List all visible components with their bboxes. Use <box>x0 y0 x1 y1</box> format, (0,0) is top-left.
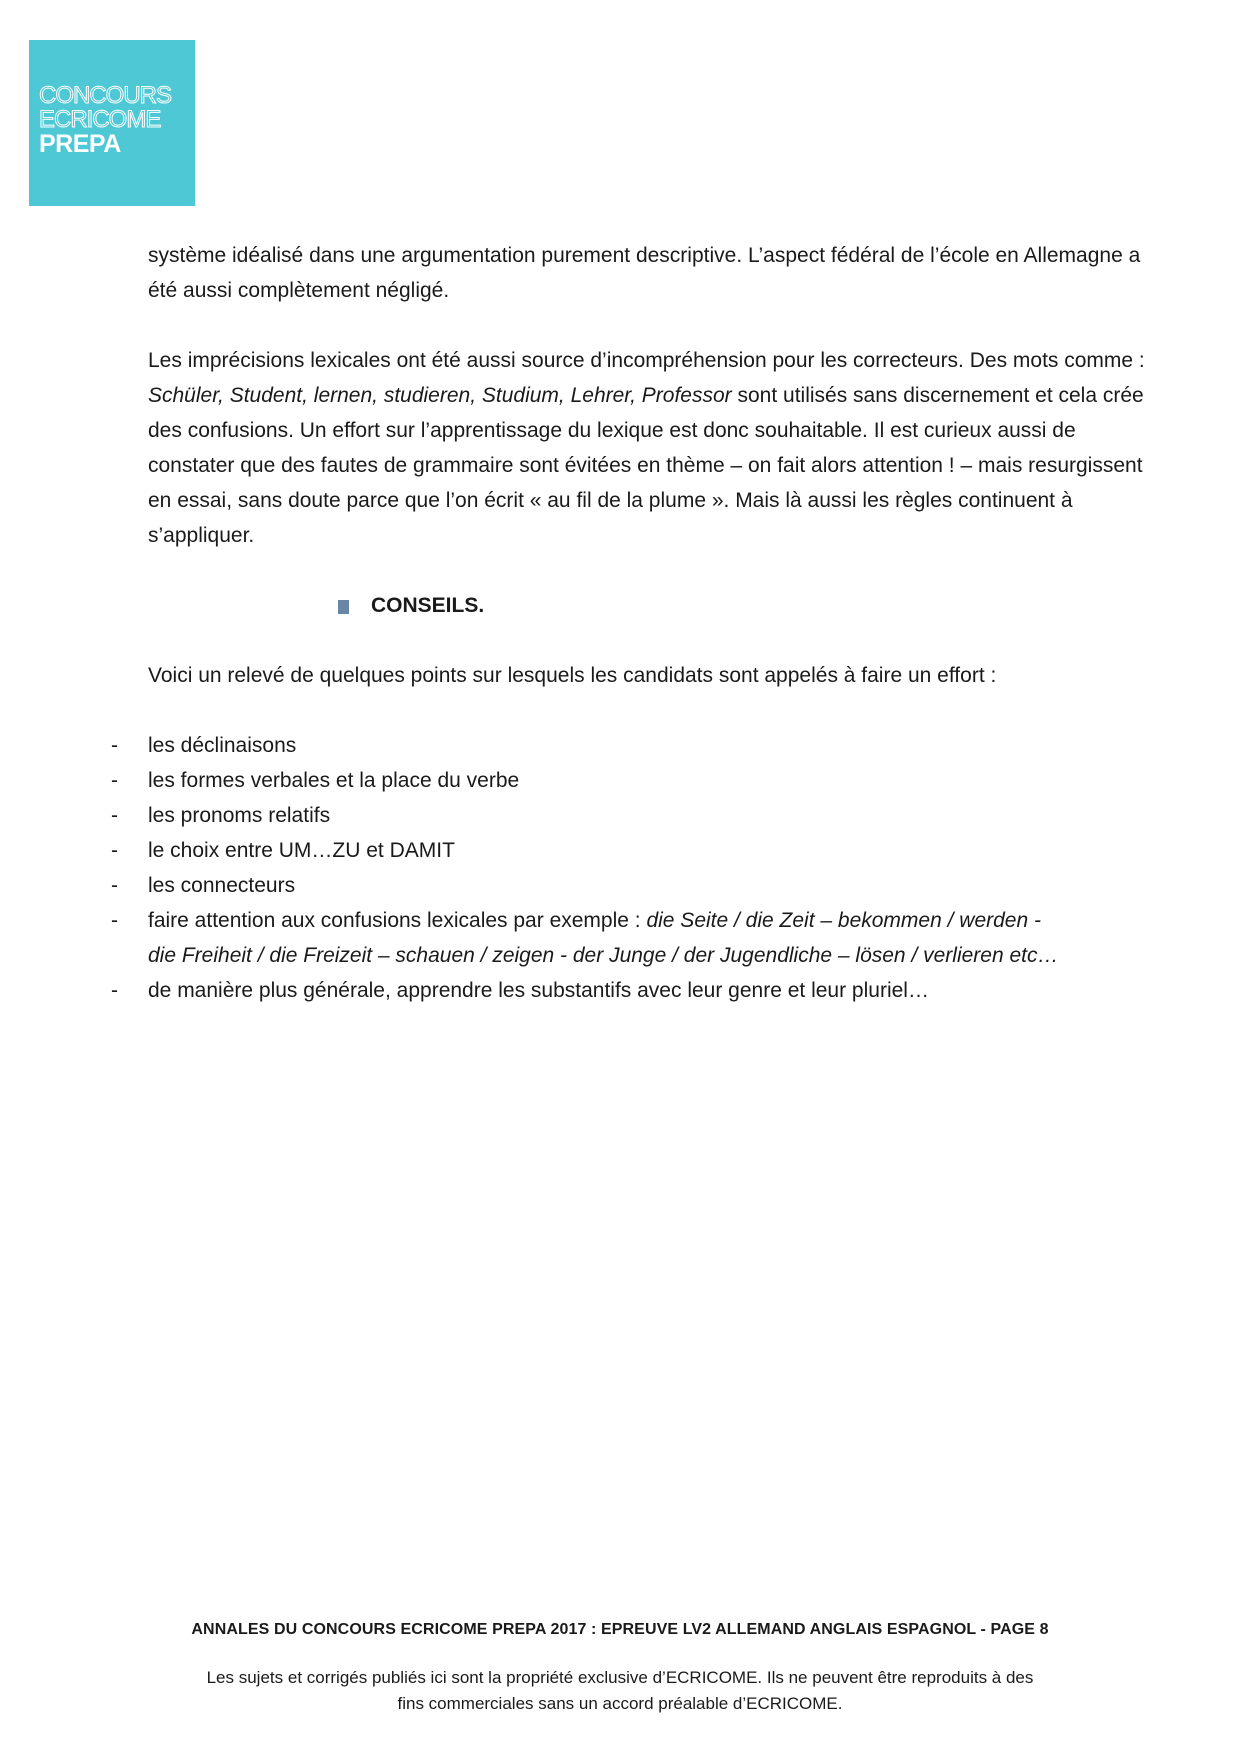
list-item-examples-1: die Seite / die Zeit – bekommen / werden - <box>646 909 1041 932</box>
paragraph-2-start: Les imprécisions lexicales ont été aussi source d’incompréhension pour les correcteurs. Des mots comme : <box>148 349 1145 372</box>
list-item-text: le choix entre UM…ZU et DAMIT <box>148 839 455 862</box>
dash-marker: - <box>111 734 118 757</box>
dash-marker: - <box>111 909 118 932</box>
list-item-text: les formes verbales et la place du verbe <box>148 769 520 792</box>
footer-note-line-1: Les sujets et corrigés publiés ici sont la propriété exclusive d’ECRICOME. Ils ne peuvent être reproduits à des <box>206 1668 1034 1687</box>
logo-line-prepa: PREPA <box>39 130 121 158</box>
list-item-text: les déclinaisons <box>148 734 297 757</box>
list-item <box>111 973 1160 1008</box>
advice-list <box>111 728 1160 1008</box>
logo-line-ecricome: ECRICOME <box>39 106 161 133</box>
ecricome-logo <box>29 40 195 206</box>
main-content <box>111 238 1160 1008</box>
footer-copyright-note <box>0 1665 1240 1717</box>
dash-marker: - <box>111 804 118 827</box>
dash-marker: - <box>111 979 118 1002</box>
section-heading-text: CONSEILS. <box>371 594 485 617</box>
list-item <box>111 728 1160 763</box>
list-item-examples-2: die Freiheit / die Freizeit – schauen / zeigen - der Junge / der Jugendliche – lösen / verlieren etc… <box>148 944 1059 967</box>
section-heading <box>148 588 1160 623</box>
list-item <box>111 868 1160 903</box>
list-item-text: de manière plus générale, apprendre les substantifs avec leur genre et leur pluriel… <box>148 979 929 1002</box>
list-item-text: les pronoms relatifs <box>148 804 331 827</box>
footer-note-line-2: fins commerciales sans un accord préalable d’ECRICOME. <box>397 1694 843 1713</box>
dash-marker: - <box>111 839 118 862</box>
paragraph-2 <box>148 343 1160 553</box>
paragraph-2-end: sont utilisés sans discernement et cela crée des confusions. Un effort sur l’apprentissage du lexique est donc souhaitable. Il est curieux aussi de constater que des fautes de grammaire sont évitées en thème – on fait alors attention ! – mais resurgissent en essai, sans doute parce que l’on écrit « au fil de la plume ». Mais là aussi les règles continuent à s’appliquer. <box>148 384 1144 547</box>
list-item <box>111 798 1160 833</box>
list-item-text: faire attention aux confusions lexicales par exemple : <box>148 909 647 932</box>
square-bullet-icon <box>338 600 349 614</box>
dash-marker: - <box>111 769 118 792</box>
list-item <box>111 903 1160 973</box>
intro-text: Voici un relevé de quelques points sur lesquels les candidats sont appelés à faire un effort : <box>148 664 997 687</box>
list-item <box>111 763 1160 798</box>
paragraph-2-word-list: Schüler, Student, lernen, studieren, Studium, Lehrer, Professor <box>148 384 732 407</box>
logo-line-concours: CONCOURS <box>39 82 172 109</box>
footer-title: ANNALES DU CONCOURS ECRICOME PREPA 2017 : EPREUVE LV2 ALLEMAND ANGLAIS ESPAGNOL - PAGE 8 <box>191 1621 1049 1638</box>
list-item-text: les connecteurs <box>148 874 296 897</box>
list-item <box>111 833 1160 868</box>
paragraph-1: système idéalisé dans une argumentation purement descriptive. L’aspect fédéral de l’école en Allemagne a été aussi complètement négligé. <box>148 244 1141 302</box>
dash-marker: - <box>111 874 118 897</box>
